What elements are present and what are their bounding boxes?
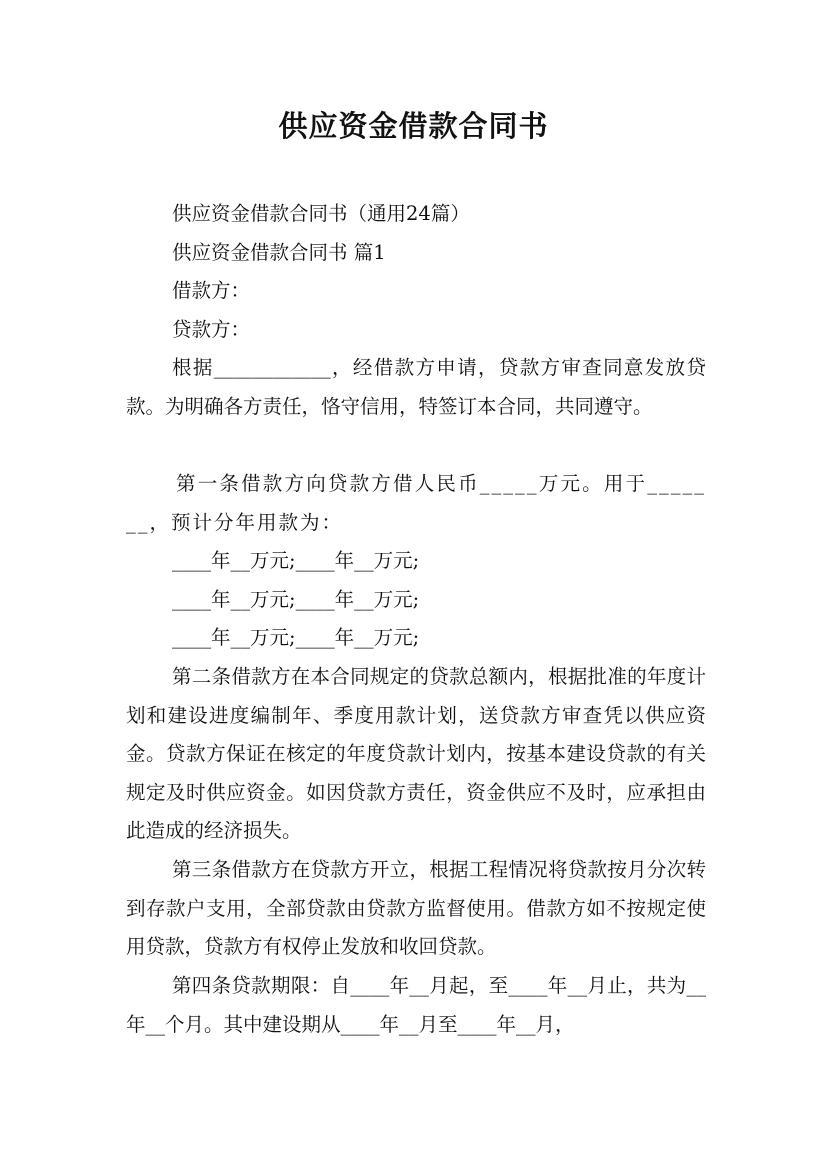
schedule-line-1: ____年__万元;____年__万元;	[172, 549, 420, 572]
document-subtitle: 供应资金借款合同书（通用24篇）	[172, 202, 470, 225]
article-1: 第一条借款方向贷款方借人民币_____万元。用于_______，预计分年用款为：	[126, 472, 706, 534]
borrower-label: 借款方：	[172, 279, 251, 302]
article-3: 第三条借款方在贷款方开立，根据工程情况将贷款按月分次转到存款户支用，全部贷款由贷款方监督使用。借款方如不按规定使用贷款，贷款方有权停止发放和收回贷款。	[126, 858, 706, 958]
document-title: 供应资金借款合同书	[278, 109, 549, 143]
schedule-line-3: ____年__万元;____年__万元;	[172, 626, 420, 649]
lender-label: 贷款方：	[172, 318, 251, 341]
article-2: 第二条借款方在本合同规定的贷款总额内，根据批准的年度计划和建设进度编制年、季度用款计划，送贷款方审查凭以供应资金。贷款方保证在核定的年度贷款计划内，按基本建设贷款的有关规定及时供应资金。如因贷款方责任，资金供应不及时，应承担由此造成的经济损失。	[126, 665, 706, 842]
schedule-line-2: ____年__万元;____年__万元;	[172, 588, 420, 611]
intro-paragraph: 根据____________，经借款方申请，贷款方审查同意发放贷款。为明确各方责任，恪守信用，特签订本合同，共同遵守。	[126, 356, 706, 418]
article-4: 第四条贷款期限：自____年__月起，至____年__月止，共为__年__个月。其中建设期从____年__月至____年__月，	[126, 974, 706, 1036]
section-heading: 供应资金借款合同书 篇1	[172, 241, 386, 264]
